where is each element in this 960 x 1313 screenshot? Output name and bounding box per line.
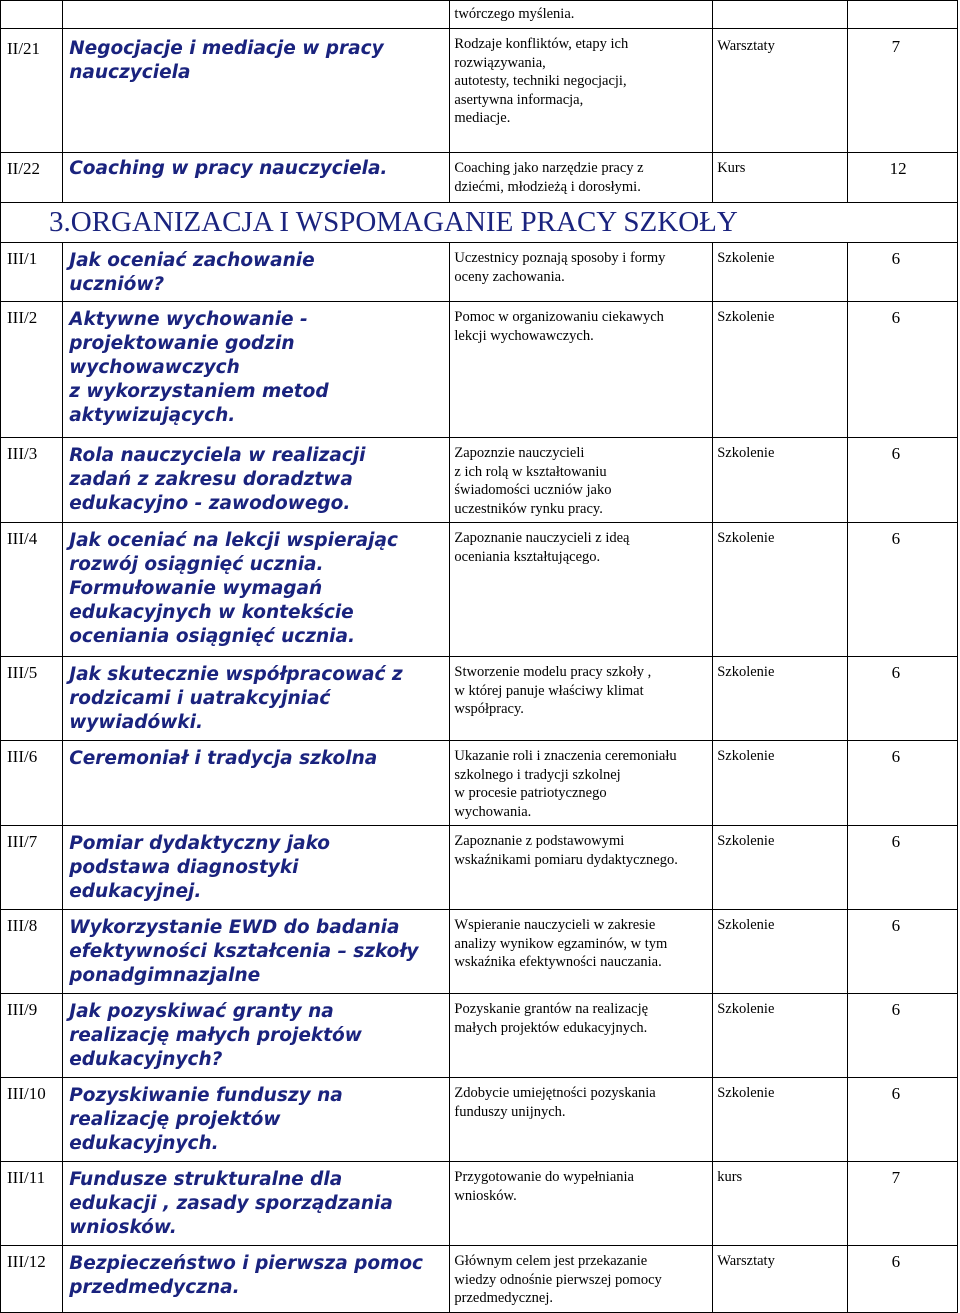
code-cell: II/22 (1, 153, 63, 203)
table-row (1, 153, 958, 203)
form-cell: Warsztaty (713, 29, 847, 153)
hours-cell: 6 (847, 523, 957, 657)
hours-cell: 6 (847, 910, 957, 994)
hours-cell: 6 (847, 1246, 957, 1313)
hours-cell: 6 (847, 994, 957, 1078)
code-cell: III/6 (1, 741, 63, 826)
title-cell (63, 1, 450, 29)
table-row (1, 523, 958, 657)
hours-cell: 7 (847, 29, 957, 153)
code-cell: III/3 (1, 438, 63, 523)
code-cell: III/2 (1, 302, 63, 438)
description-cell: Coaching jako narzędzie pracy z dziećmi, młodzieżą i dorosłymi. (450, 153, 713, 203)
title-cell: Fundusze strukturalne dla edukacji , zasady sporządzania wniosków. (63, 1162, 450, 1246)
title-cell: Ceremoniał i tradycja szkolna (63, 741, 450, 826)
description-cell: Stworzenie modelu pracy szkoły , w której panuje właściwy klimat współpracy. (450, 657, 713, 741)
table-row (1, 741, 958, 826)
table-row (1, 826, 958, 910)
description-cell: Rodzaje konfliktów, etapy ich rozwiązywania, autotesty, techniki negocjacji, asertywna informacja, mediacje. (450, 29, 713, 153)
description-cell: Głównym celem jest przekazanie wiedzy odnośnie pierwszej pomocy przedmedycznej. (450, 1246, 713, 1313)
description-cell: Ukazanie roli i znaczenia ceremoniału szkolnego i tradycji szkolnej w procesie patriotycznego wychowania. (450, 741, 713, 826)
form-cell: Szkolenie (713, 302, 847, 438)
form-cell: Szkolenie (713, 243, 847, 302)
code-cell: III/7 (1, 826, 63, 910)
title-cell: Aktywne wychowanie - projektowanie godzin wychowawczych z wykorzystaniem metod aktywizujących. (63, 302, 450, 438)
title-cell: Coaching w pracy nauczyciela. (63, 153, 450, 203)
form-cell: Szkolenie (713, 657, 847, 741)
title-cell: Jak oceniać na lekcji wspierając rozwój osiągnięć ucznia. Formułowanie wymagań edukacyjnych w kontekście oceniania osiągnięć ucznia. (63, 523, 450, 657)
title-cell: Pomiar dydaktyczny jako podstawa diagnostyki edukacyjnej. (63, 826, 450, 910)
table-row (1, 1, 958, 29)
table-row (1, 994, 958, 1078)
hours-cell: 6 (847, 657, 957, 741)
table-row (1, 438, 958, 523)
form-cell: Szkolenie (713, 523, 847, 657)
hours-cell: 6 (847, 302, 957, 438)
form-cell: kurs (713, 1162, 847, 1246)
hours-cell: 7 (847, 1162, 957, 1246)
code-cell: II/21 (1, 29, 63, 153)
form-cell: Szkolenie (713, 994, 847, 1078)
code-cell: III/5 (1, 657, 63, 741)
description-cell: Uczestnicy poznają sposoby i formy oceny zachowania. (450, 243, 713, 302)
section-heading: 3.ORGANIZACJA I WSPOMAGANIE PRACY SZKOŁY (49, 206, 738, 238)
title-cell: Rola nauczyciela w realizacji zadań z zakresu doradztwa edukacyjno - zawodowego. (63, 438, 450, 523)
code-cell: III/12 (1, 1246, 63, 1313)
description-cell: Zapoznzie nauczycieli z ich rolą w kształtowaniu świadomości uczniów jako uczestników rynku pracy. (450, 438, 713, 523)
hours-cell: 6 (847, 826, 957, 910)
description-cell: Zdobycie umiejętności pozyskania funduszy unijnych. (450, 1078, 713, 1162)
form-cell: Szkolenie (713, 438, 847, 523)
form-cell: Szkolenie (713, 910, 847, 994)
description-cell: Zapoznanie nauczycieli z ideą oceniania kształtującego. (450, 523, 713, 657)
description-cell: Pozyskanie grantów na realizację małych projektów edukacyjnych. (450, 994, 713, 1078)
hours-cell: 6 (847, 438, 957, 523)
hours-cell: 6 (847, 1078, 957, 1162)
table-row (1, 243, 958, 302)
hours-cell (847, 1, 957, 29)
form-cell: Warsztaty (713, 1246, 847, 1313)
code-cell: III/4 (1, 523, 63, 657)
title-cell: Jak pozyskiwać granty na realizację małych projektów edukacyjnych? (63, 994, 450, 1078)
form-cell: Kurs (713, 153, 847, 203)
table-row (1, 29, 958, 153)
table-row (1, 1162, 958, 1246)
hours-cell: 12 (847, 153, 957, 203)
table-row (1, 910, 958, 994)
title-cell: Bezpieczeństwo i pierwsza pomoc przedmedyczna. (63, 1246, 450, 1313)
table-row (1, 1078, 958, 1162)
code-cell (1, 1, 63, 29)
description-cell: Pomoc w organizowaniu ciekawych lekcji wychowawczych. (450, 302, 713, 438)
section-row (1, 203, 958, 243)
form-cell: Szkolenie (713, 1078, 847, 1162)
table-row (1, 657, 958, 741)
section-cell (1, 203, 958, 243)
code-cell: III/8 (1, 910, 63, 994)
form-cell (713, 1, 847, 29)
table-row (1, 1246, 958, 1313)
title-cell: Jak skutecznie współpracować z rodzicami i uatrakcyjniać wywiadówki. (63, 657, 450, 741)
hours-cell: 6 (847, 243, 957, 302)
code-cell: III/10 (1, 1078, 63, 1162)
title-cell: Negocjacje i mediacje w pracy nauczyciela (63, 29, 450, 153)
form-cell: Szkolenie (713, 741, 847, 826)
description-cell: Wspieranie nauczycieli w zakresie analizy wynikow egzaminów, w tym wskaźnika efektywności nauczania. (450, 910, 713, 994)
description-cell: twórczego myślenia. (450, 1, 713, 29)
hours-cell: 6 (847, 741, 957, 826)
code-cell: III/11 (1, 1162, 63, 1246)
form-cell: Szkolenie (713, 826, 847, 910)
table-row (1, 302, 958, 438)
code-cell: III/1 (1, 243, 63, 302)
title-cell: Jak oceniać zachowanie uczniów? (63, 243, 450, 302)
title-cell: Pozyskiwanie funduszy na realizację projektów edukacyjnych. (63, 1078, 450, 1162)
title-cell: Wykorzystanie EWD do badania efektywności kształcenia – szkoły ponadgimnazjalne (63, 910, 450, 994)
description-cell: Przygotowanie do wypełniania wniosków. (450, 1162, 713, 1246)
description-cell: Zapoznanie z podstawowymi wskaźnikami pomiaru dydaktycznego. (450, 826, 713, 910)
code-cell: III/9 (1, 994, 63, 1078)
